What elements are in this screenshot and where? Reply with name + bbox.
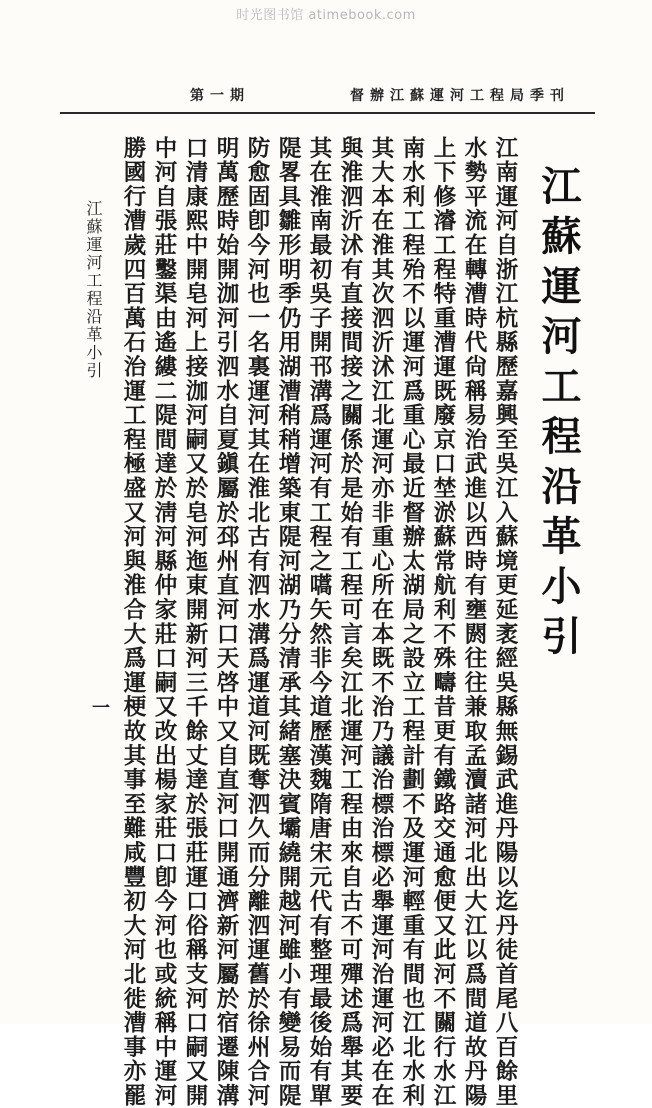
running-header xyxy=(190,84,570,106)
site-watermark: 时光图书馆 atimebook.com xyxy=(236,8,416,23)
text-column-4: 南水利工程殆不以運河爲重心最近督辦太湖局之設立工程計劃不及運河輕重有間也江北水利 xyxy=(399,136,425,1108)
text-column-7: 其在淮南最初吳子開邗溝爲運河有工程之嚆矢然非今道歷漢魏隋唐宋元代有整理最後始有單 xyxy=(306,136,332,1108)
page-number: 一 xyxy=(92,698,110,719)
text-column-5: 其大本在淮其次泗沂沭江北運河亦非重心所在本既不治乃議治標治標必舉運河治運河必在在 xyxy=(368,136,394,1108)
article-title: 江蘇運河工程沿革小引 xyxy=(535,165,582,665)
header-journal: 督辦江蘇運河工程局季刊 xyxy=(350,88,570,104)
text-column-10: 明萬歷時始開泇河引泗水自夏鎭屬於邳州直河口天啓中又自直河口開通濟新河屬於宿遷陳溝 xyxy=(213,136,239,1108)
text-column-9: 防愈固卽今河也一名裏運河其在淮北古有泗水溝爲運道河既奪泗久而分離泗運舊於徐州合河 xyxy=(244,136,270,1108)
text-column-1: 江南運河自浙江杭縣歷嘉興至吳江入蘇境更延袤經吳縣無錫武進丹陽以迄丹徒首尾八百餘里 xyxy=(492,136,518,1108)
header-rule xyxy=(60,112,595,114)
footer-running-title: 江蘇運河工程沿革小引 xyxy=(84,200,103,380)
text-column-12: 中河自張莊鑿渠由遙縷二隄間達於淸河縣仲家莊口嗣又改出楊家莊口卽今河也或統稱中運河 xyxy=(151,136,177,1108)
text-column-8: 隄畧具雛形明季仍用湖漕稍稍增築東隄河湖乃分清承其緒塞決賓壩繞開越河雖小有變易而隄 xyxy=(275,136,301,1108)
text-column-3: 上下修濬工程特重漕運既廢京口埜淤蘇常航利不殊疇昔更有鐵路交通愈便又此河不關行水江 xyxy=(430,136,456,1108)
header-issue: 第一期 xyxy=(190,88,250,104)
text-column-13: 勝國行漕歲四百萬石治運工程極盛又河與淮合大爲運梗故其事至難咸豐初大河北徙漕事亦罷 xyxy=(120,136,146,1108)
text-column-2: 水勢平流在轉漕時代尙稱易治武進以西時有壅閼往往兼取孟瀆諸河北出大江以爲間道故丹陽 xyxy=(461,136,487,1108)
text-column-6: 與淮泗沂沭有直接間接之關係於是始有工程可言矣江北運河工程由來自古不可殫述爲舉其要 xyxy=(337,136,363,1108)
text-column-11: 口清康熙中開皂河上接泇河嗣又於皂河迤東開新河三千餘丈達於張莊運口俗稱支河口嗣又開 xyxy=(182,136,208,1108)
